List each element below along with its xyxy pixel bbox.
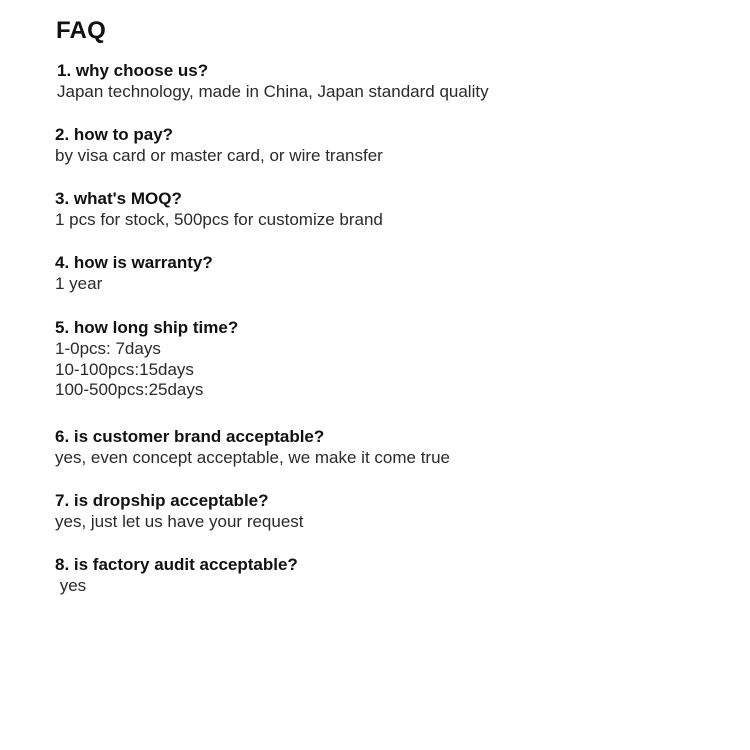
faq-item-8: [55, 554, 298, 597]
page-title: FAQ: [56, 17, 106, 44]
faq-item-3: [55, 188, 383, 231]
faq-question: 7. is dropship acceptable?: [55, 491, 269, 510]
faq-question: 4. how is warranty?: [55, 253, 213, 272]
faq-answer: 100-500pcs:25days: [55, 380, 204, 399]
faq-question: 1. why choose us?: [57, 61, 209, 80]
faq-question: 3. what's MOQ?: [55, 189, 182, 208]
faq-item-2: [55, 124, 383, 167]
faq-answer: 10-100pcs:15days: [55, 359, 194, 379]
faq-answer: 1 year: [55, 274, 103, 293]
faq-question: 6. is customer brand acceptable?: [55, 427, 325, 446]
faq-item-1: [57, 60, 489, 103]
faq-answer: Japan technology, made in China, Japan standard quality: [57, 82, 489, 101]
faq-answer: by visa card or master card, or wire transfer: [55, 146, 383, 165]
faq-answer: yes, even concept acceptable, we make it come true: [55, 448, 450, 467]
faq-item-5: [55, 317, 238, 401]
faq-item-6: [55, 426, 450, 469]
faq-answer: yes: [55, 576, 87, 595]
faq-question: 8. is factory audit acceptable?: [55, 555, 298, 574]
faq-answer: 1 pcs for stock, 500pcs for customize brand: [55, 210, 383, 229]
faq-question: 5. how long ship time?: [55, 318, 239, 337]
faq-answer: yes, just let us have your request: [55, 512, 304, 531]
faq-item-4: [55, 252, 213, 295]
faq-question: 2. how to pay?: [55, 125, 174, 144]
faq-answer: 1-0pcs: 7days: [55, 339, 161, 358]
faq-item-7: [55, 490, 304, 533]
